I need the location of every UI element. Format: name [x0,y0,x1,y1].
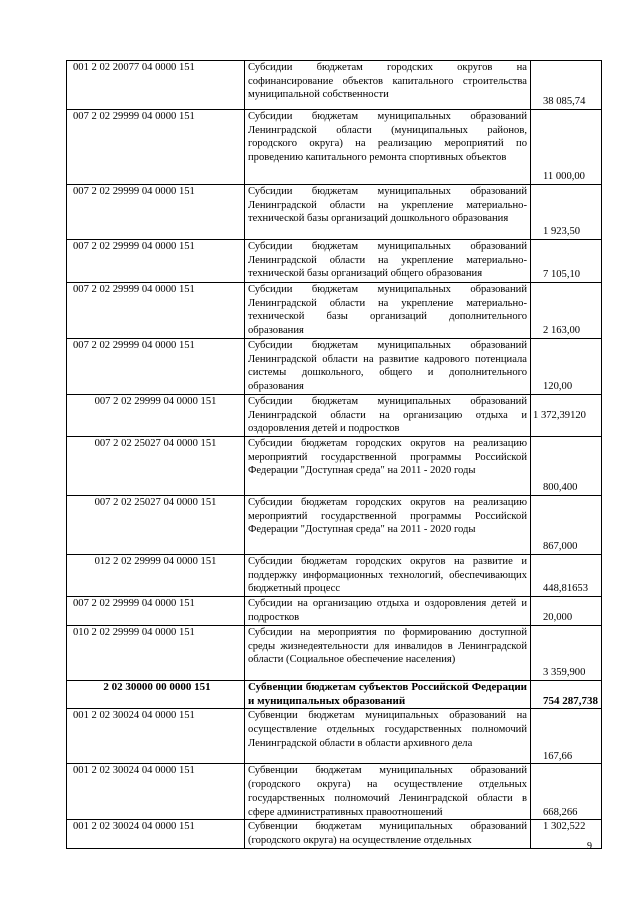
row-amount: 754 287,738 [531,681,602,709]
table-row [67,283,602,339]
table-row [67,597,602,626]
row-code: 001 2 02 30024 04 0000 151 [67,764,245,820]
row-description: Субсидии бюджетам муниципальных образований Ленинградской области на организацию отдыха и оздоровления детей и подростков [245,394,531,436]
row-code: 007 2 02 29999 04 0000 151 [67,185,245,240]
row-code: 007 2 02 25027 04 0000 151 [67,495,245,554]
row-code: 007 2 02 25027 04 0000 151 [67,436,245,495]
row-amount: 120,00 [531,339,602,395]
table-row [67,110,602,185]
table-row [67,185,602,240]
row-amount: 11 000,00 [531,110,602,185]
row-description: Субвенции бюджетам субъектов Российской Федерации и муниципальных образований [245,681,531,709]
row-description: Субсидии на мероприятия по формированию доступной среды жизнедеятельности для инвалидов в Ленинградской области (Социальное обеспечение населения) [245,626,531,681]
row-description: Субсидии бюджетам городских округов на реализацию мероприятий государственной программы Российской Федерации "Доступная среда" на 2011 - 2020 годы [245,436,531,495]
row-amount: 7 105,10 [531,240,602,283]
row-description: Субсидии бюджетам муниципальных образований Ленинградской области на укрепление материально-технической базы организаций дошкольного образования [245,185,531,240]
table-row [67,495,602,554]
row-code: 007 2 02 29999 04 0000 151 [67,339,245,395]
row-amount: 3 359,900 [531,626,602,681]
row-amount: 448,81653 [531,554,602,596]
row-amount: 867,000 [531,495,602,554]
row-code: 001 2 02 20077 04 0000 151 [67,61,245,110]
row-amount: 20,000 [531,597,602,626]
table-row [67,394,602,436]
row-description: Субсидии бюджетам городских округов на развитие и поддержку информационных технологий, обеспечивающих бюджетный процесс [245,554,531,596]
row-amount: 1 923,50 [531,185,602,240]
row-amount: 2 163,00 [531,283,602,339]
page-number: 9 [587,841,592,852]
row-amount: 1 372,39120 [531,394,602,436]
row-code: 001 2 02 30024 04 0000 151 [67,820,245,848]
row-code: 012 2 02 29999 04 0000 151 [67,554,245,596]
table-row [67,681,602,709]
row-code: 007 2 02 29999 04 0000 151 [67,394,245,436]
row-description: Субвенции бюджетам муниципальных образований (городского округа) на осуществление отдельных государственных полномочий Ленинградской области в сфере административных правоотношений [245,764,531,820]
table-row [67,709,602,764]
budget-table [66,60,602,849]
row-description: Субсидии бюджетам муниципальных образований Ленинградской области на укрепление материально-технической базы организаций общего образования [245,240,531,283]
table-row [67,61,602,110]
row-description: Субсидии бюджетам муниципальных образований Ленинградской области на развитие кадрового потенциала системы дошкольного, общего и дополнительного образования [245,339,531,395]
table-row [67,764,602,820]
row-description: Субвенции бюджетам муниципальных образований на осуществление отдельных государственных полномочий Ленинградской области в области архивного дела [245,709,531,764]
row-description: Субсидии на организацию отдыха и оздоровления детей и подростков [245,597,531,626]
row-code: 2 02 30000 00 0000 151 [67,681,245,709]
row-amount: 668,266 [531,764,602,820]
row-amount: 800,400 [531,436,602,495]
table-row [67,626,602,681]
row-description: Субсидии бюджетам муниципальных образований Ленинградской области на укрепление материально-технической базы организаций дополнительного образования [245,283,531,339]
table-row [67,554,602,596]
table-row [67,240,602,283]
row-amount: 38 085,74 [531,61,602,110]
row-amount: 167,66 [531,709,602,764]
row-code: 007 2 02 29999 04 0000 151 [67,110,245,185]
row-amount: 1 302,522 [531,820,602,848]
row-description: Субсидии бюджетам городских округов на софинансирование объектов капитального строительства муниципальной собственности [245,61,531,110]
row-code: 007 2 02 29999 04 0000 151 [67,283,245,339]
row-description: Субвенции бюджетам муниципальных образований (городского округа) на осуществление отдельных [245,820,531,848]
row-description: Субсидии бюджетам муниципальных образований Ленинградской области (муниципальных районов, городского округа) на реализацию мероприятий по проведению капитального ремонта спортивных объектов [245,110,531,185]
table-row [67,436,602,495]
table-row [67,339,602,395]
row-code: 001 2 02 30024 04 0000 151 [67,709,245,764]
table-row [67,820,602,848]
row-code: 007 2 02 29999 04 0000 151 [67,597,245,626]
row-code: 010 2 02 29999 04 0000 151 [67,626,245,681]
row-description: Субсидии бюджетам городских округов на реализацию мероприятий государственной программы Российской Федерации "Доступная среда" на 2011 - 2020 годы [245,495,531,554]
row-code: 007 2 02 29999 04 0000 151 [67,240,245,283]
